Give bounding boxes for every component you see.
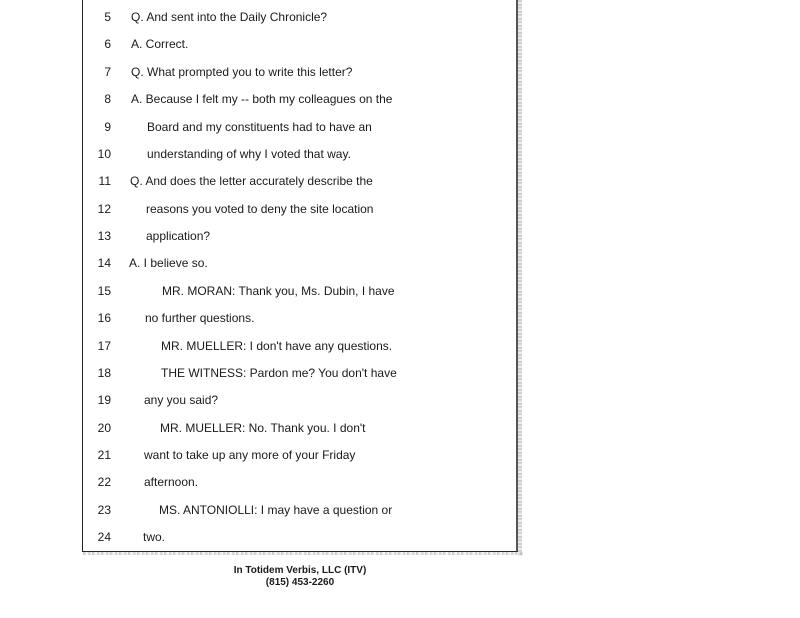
- line-text: A. Correct.: [131, 37, 189, 51]
- line-number: 21: [97, 448, 111, 462]
- transcript-line: [83, 336, 519, 356]
- line-text: MR. MORAN: Thank you, Ms. Dubin, I have: [162, 284, 395, 298]
- line-text: reasons you voted to deny the site location: [146, 202, 374, 216]
- line-number: 18: [97, 366, 111, 380]
- transcript-line: [83, 418, 519, 438]
- line-text: MS. ANTONIOLLI: I may have a question or: [159, 503, 393, 517]
- line-number: 14: [97, 256, 111, 270]
- page-footer: [200, 565, 400, 589]
- line-text: MR. MUELLER: I don't have any questions.: [161, 339, 393, 353]
- line-text: MR. MUELLER: No. Thank you. I don't: [160, 421, 366, 435]
- transcript-line: [83, 34, 519, 54]
- line-text: A. I believe so.: [129, 256, 208, 270]
- line-text: THE WITNESS: Pardon me? You don't have: [161, 366, 397, 380]
- line-number: 8: [104, 92, 111, 106]
- transcript-box: [82, 0, 518, 552]
- transcript-line: [83, 445, 519, 465]
- line-text: understanding of why I voted that way.: [147, 147, 351, 161]
- transcript-line: [83, 363, 519, 383]
- transcript-line: [83, 390, 519, 410]
- line-text: want to take up any more of your Friday: [144, 448, 356, 462]
- transcript-line: [83, 62, 519, 82]
- line-number: 19: [97, 393, 111, 407]
- line-number: 7: [104, 65, 111, 79]
- line-text: Board and my constituents had to have an: [147, 120, 372, 134]
- line-text: afternoon.: [144, 475, 199, 489]
- line-number: 24: [97, 530, 111, 544]
- line-number: 13: [97, 229, 111, 243]
- scan-edge-bottom: [83, 552, 523, 555]
- line-number: 11: [98, 174, 111, 188]
- line-number: 12: [97, 202, 111, 216]
- line-number: 6: [104, 37, 111, 51]
- transcript-line: [83, 7, 519, 27]
- transcript-line: [83, 308, 519, 328]
- transcript-line: [83, 226, 519, 246]
- transcript-line: [83, 472, 519, 492]
- line-number: 5: [104, 10, 111, 24]
- line-number: 9: [104, 120, 111, 134]
- line-text: Q. And sent into the Daily Chronicle?: [131, 10, 328, 24]
- line-text: Q. And does the letter accurately describe the: [130, 174, 373, 188]
- line-number: 20: [97, 421, 111, 435]
- line-number: 22: [97, 475, 111, 489]
- line-text: any you said?: [144, 393, 219, 407]
- line-number: 23: [97, 503, 111, 517]
- line-text: application?: [146, 229, 211, 243]
- line-number: 15: [97, 284, 111, 298]
- transcript-line: [83, 199, 519, 219]
- transcript-line: [83, 253, 519, 273]
- footer-company: In Totidem Verbis, LLC (ITV): [233, 565, 367, 576]
- transcript-line: [83, 89, 519, 109]
- transcript-line: [83, 527, 519, 547]
- line-number: 17: [97, 339, 111, 353]
- transcript-line: [83, 117, 519, 137]
- transcript-line: [83, 171, 519, 191]
- line-text: Q. What prompted you to write this letter?: [131, 65, 353, 79]
- line-number: 16: [97, 311, 111, 325]
- transcript-line: [83, 500, 519, 520]
- line-text: two.: [143, 530, 166, 544]
- footer-phone: (815) 453-2260: [265, 577, 335, 588]
- transcript-line: [83, 281, 519, 301]
- line-text: no further questions.: [145, 311, 255, 325]
- transcript-line: [83, 144, 519, 164]
- line-text: A. Because I felt my -- both my colleagues on the: [131, 92, 393, 106]
- line-number: 10: [97, 147, 111, 161]
